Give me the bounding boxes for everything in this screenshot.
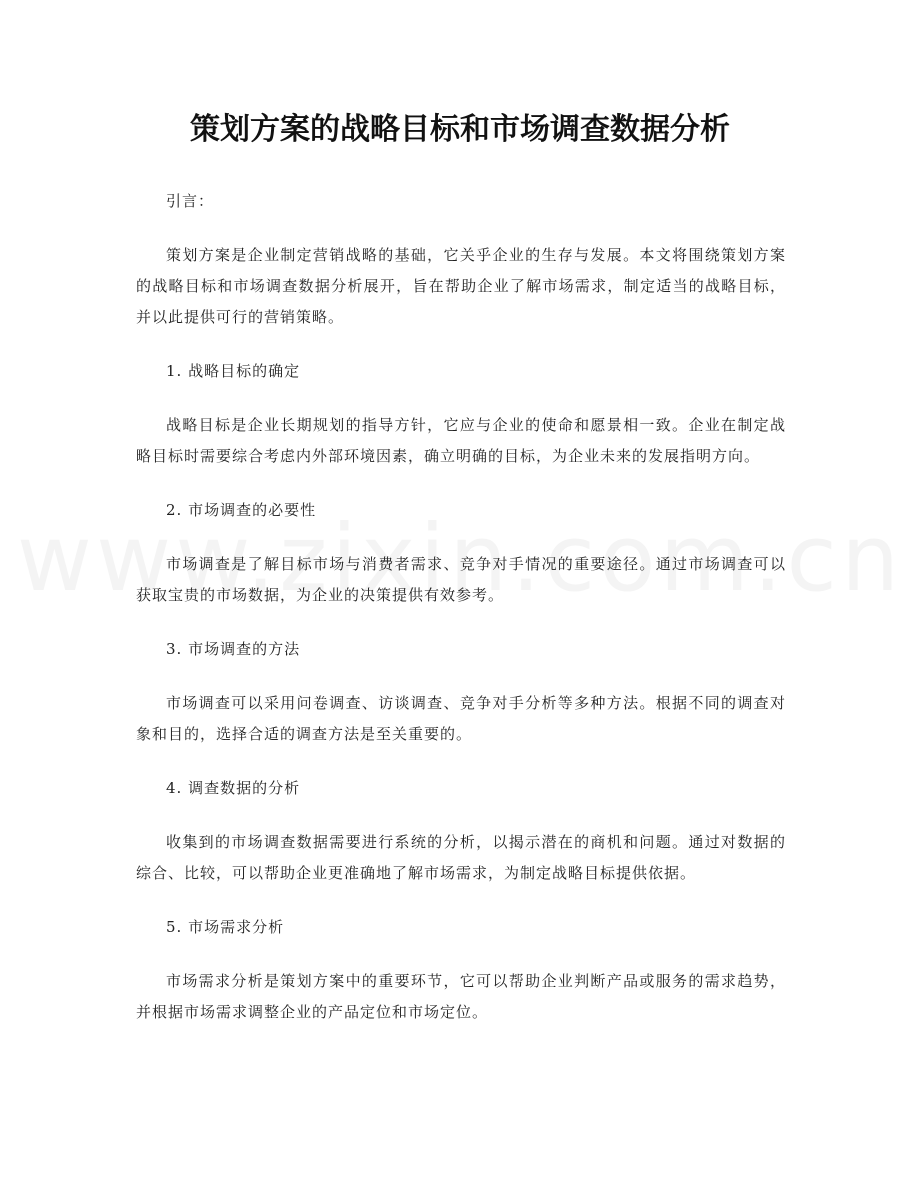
intro-label: 引言： — [166, 192, 215, 210]
section-paragraph-3: 市场调查可以采用问卷调查、访谈调查、竞争对手分析等多种方法。根据不同的调查对象和目的，选择合适的调查方法是至关重要的。 — [136, 694, 786, 743]
section-heading-1: 1. 战略目标的确定 — [166, 362, 301, 380]
document-body — [136, 186, 786, 1028]
section-heading-3: 3. 市场调查的方法 — [166, 640, 301, 658]
section-heading-4: 4. 调查数据的分析 — [166, 779, 301, 797]
document-title: 策划方案的战略目标和市场调查数据分析 — [190, 112, 730, 147]
section-heading-2: 2. 市场调查的必要性 — [166, 501, 317, 519]
section-paragraph-5: 市场需求分析是策划方案中的重要环节，它可以帮助企业判断产品或服务的需求趋势，并根据市场需求调整企业的产品定位和市场定位。 — [136, 972, 786, 1021]
intro-paragraph: 策划方案是企业制定营销战略的基础，它关乎企业的生存与发展。本文将围绕策划方案的战略目标和市场调查数据分析展开，旨在帮助企业了解市场需求，制定适当的战略目标，并以此提供可行的营销策略。 — [136, 246, 786, 326]
section-paragraph-2: 市场调查是了解目标市场与消费者需求、竞争对手情况的重要途径。通过市场调查可以获取宝贵的市场数据，为企业的决策提供有效参考。 — [136, 555, 786, 604]
section-paragraph-1: 战略目标是企业长期规划的指导方针，它应与企业的使命和愿景相一致。企业在制定战略目标时需要综合考虑内外部环境因素，确立明确的目标，为企业未来的发展指明方向。 — [136, 416, 786, 465]
section-heading-5: 5. 市场需求分析 — [166, 918, 285, 936]
section-paragraph-4: 收集到的市场调查数据需要进行系统的分析，以揭示潜在的商机和问题。通过对数据的综合、比较，可以帮助企业更准确地了解市场需求，为制定战略目标提供依据。 — [136, 833, 786, 882]
